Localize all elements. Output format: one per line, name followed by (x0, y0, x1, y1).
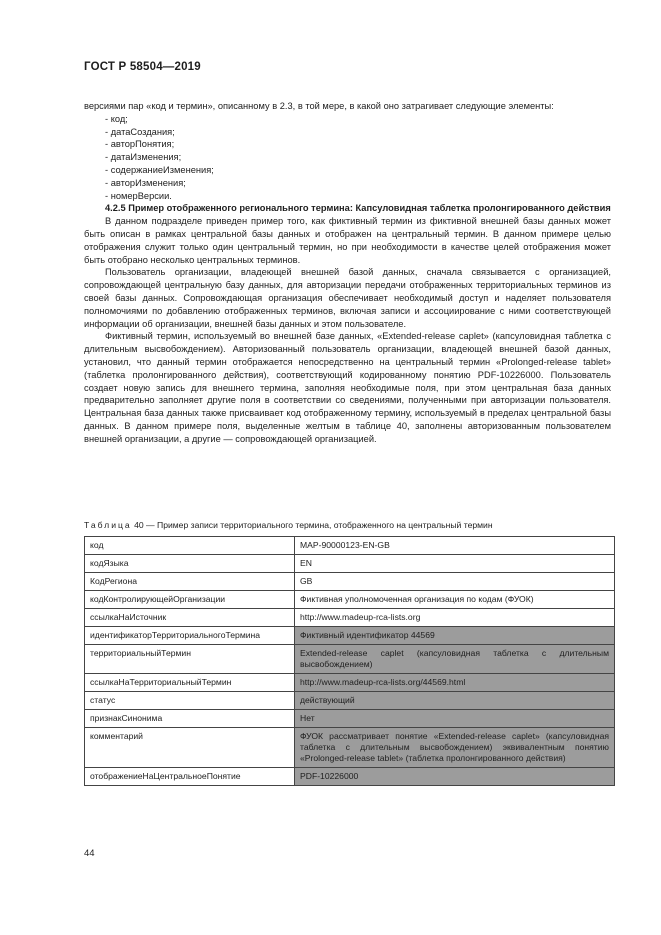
paragraph: Фиктивный термин, используемый во внешней базе данных, «Extended-release caplet» (капсуловидная таблетка с длительным высвобождением). Авторизованный пользователь организации, владеющей внешней базой данных, установил, что данный термин отображается непосредственно на центральный термин «Prolonged-release tablet» (таблетка пролонгированного действия), соответствующий кодированному понятию PDF-10226000. Пользователь создает новую запись для внешнего термина, заполняя необходимые поля, при этом центральная база данных предварительно заполняет другие поля в соответствии со сведениями, полученными при авторизации пользователя. Центральная база данных также присваивает код отображенному термину, используемый в пределах центральной базы данных. В данном примере поля, выделенные желтым в таблице 40, заполнены авторизованным пользователем внешней организации, а другие — сопровождающей организацией. (84, 331, 611, 444)
field-value-cell: Нет (295, 710, 615, 728)
list-item: - датаСоздания; (84, 126, 611, 139)
table-row (85, 627, 615, 645)
table-row (85, 728, 615, 768)
list-item: - номерВерсии. (84, 190, 611, 203)
paragraph: Пользователь организации, владеющей внешней базой данных, сначала связывается с организацией, сопровождающей центральную базу данных, для авторизации передачи отображенных территориальных терминов из своей базы данных. Сопровождающая организация обеспечивает необходимый доступ и наделяет пользователя полномочиями по добавлению отображенных терминов, включая записи и ассоциирование с ними соответствующей информации об организации, внешней базы данных и этом пользователе. (84, 267, 611, 329)
field-value-cell: GB (295, 573, 615, 591)
field-name-cell: кодЯзыка (85, 555, 295, 573)
field-name-cell: код (85, 537, 295, 555)
list-item: - код; (84, 113, 611, 126)
intro-paragraph: версиями пар «код и термин», описанному в 2.3, в той мере, в какой оно затрагивает следующие элементы: (84, 101, 554, 111)
field-value-cell: Extended-release caplet (капсуловидная таблетка с длительным высвобождением) (295, 645, 615, 674)
field-value-cell: ФУОК рассматривает понятие «Extended-release caplet» (капсуловидная таблетка с длительным высвобождением) эквивалентным понятию «Prolonged-release tablet» (таблетка пролонгированного действия) (295, 728, 615, 768)
list-item: - содержаниеИзменения; (84, 164, 611, 177)
table-row (85, 692, 615, 710)
field-name-cell: идентификаторТерриториальногоТермина (85, 627, 295, 645)
field-value-cell: действующий (295, 692, 615, 710)
table-row (85, 609, 615, 627)
table-row (85, 555, 615, 573)
field-name-cell: статус (85, 692, 295, 710)
list-item: - авторИзменения; (84, 177, 611, 190)
mapped-term-table (84, 536, 615, 786)
field-name-cell: кодКонтролирующейОрганизации (85, 591, 295, 609)
page-number: 44 (84, 848, 95, 859)
list-item: - датаИзменения; (84, 151, 611, 164)
table-row (85, 674, 615, 692)
table-row (85, 591, 615, 609)
table-caption (84, 520, 493, 530)
field-value-cell: Фиктивный идентификатор 44569 (295, 627, 615, 645)
field-value-cell: http://www.madeup-rca-lists.org/44569.html (295, 674, 615, 692)
table-row (85, 537, 615, 555)
element-list (84, 113, 611, 203)
paragraph: В данном подразделе приведен пример того, как фиктивный термин из фиктивной внешней базы данных может быть описан в рамках центральной базы данных и отображен на центральный термин. В данном примере целью отображения служит только один центральный термин, но при необходимости в качестве целей отображения может быть отобрано несколько центральных терминов. (84, 216, 611, 265)
field-name-cell: признакСинонима (85, 710, 295, 728)
table-row (85, 710, 615, 728)
field-value-cell: MAP-90000123-EN-GB (295, 537, 615, 555)
field-value-cell: Фиктивная уполномоченная организация по кодам (ФУОК) (295, 591, 615, 609)
table-caption-label: Таблица (84, 520, 132, 530)
table-caption-text: 40 — Пример записи территориального термина, отображенного на центральный термин (131, 520, 493, 530)
document-header: ГОСТ Р 58504—2019 (84, 61, 201, 73)
table-row (85, 573, 615, 591)
field-value-cell: http://www.madeup-rca-lists.org (295, 609, 615, 627)
section-heading: 4.2.5 Пример отображенного регионального термина: Капсуловидная таблетка пролонгированного действия (105, 203, 611, 214)
field-value-cell: EN (295, 555, 615, 573)
table-row (85, 768, 615, 786)
table-row (85, 645, 615, 674)
body-text (84, 100, 611, 446)
field-name-cell: отображениеНаЦентральноеПонятие (85, 768, 295, 786)
field-name-cell: ссылкаНаТерриториальныйТермин (85, 674, 295, 692)
field-name-cell: КодРегиона (85, 573, 295, 591)
field-name-cell: ссылкаНаИсточник (85, 609, 295, 627)
field-name-cell: территориальныйТермин (85, 645, 295, 674)
list-item: - авторПонятия; (84, 138, 611, 151)
field-value-cell: PDF-10226000 (295, 768, 615, 786)
field-name-cell: комментарий (85, 728, 295, 768)
